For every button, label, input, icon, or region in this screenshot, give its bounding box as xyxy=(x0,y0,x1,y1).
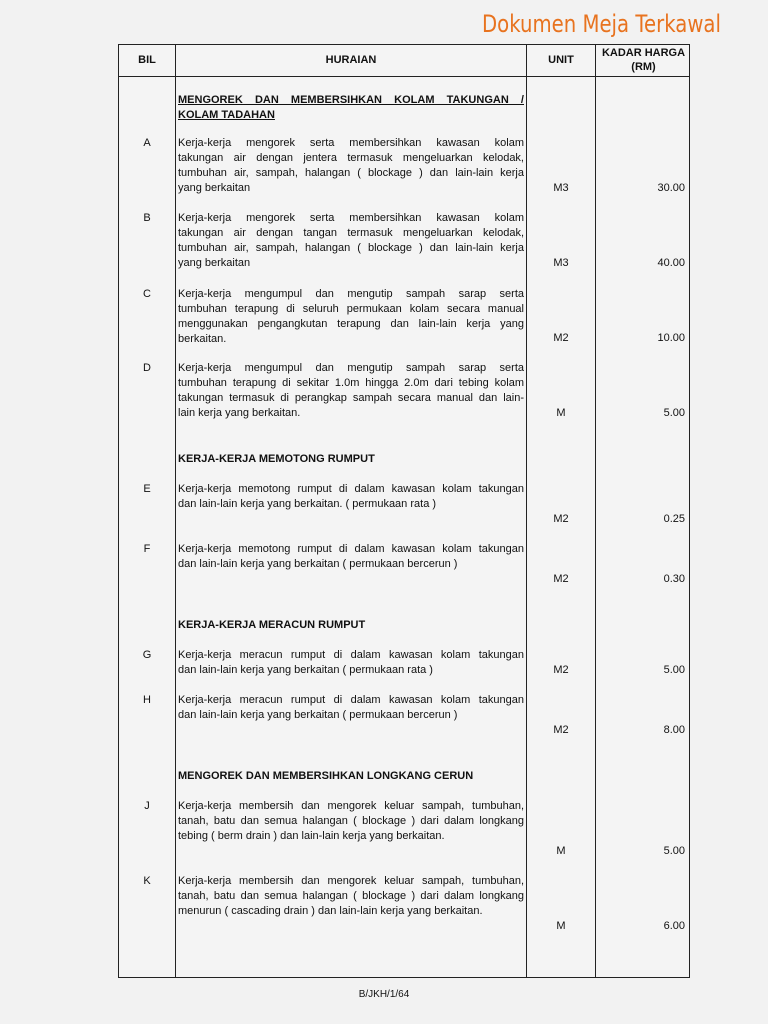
page-footer-reference: B/JKH/1/64 xyxy=(358,989,410,1000)
description-line: tebing ( berm drain ) dan lain-lain kerja yang berkaitan. xyxy=(178,830,445,842)
item-bil: G xyxy=(142,649,152,661)
description-line: Kerja-kerja mengorek serta membersihkan kawasan kolam xyxy=(178,212,524,224)
item-description xyxy=(178,482,524,512)
header-kadar-harga-line1: KADAR HARGA xyxy=(601,47,686,59)
header-divider xyxy=(119,76,689,77)
item-price: 0.30 xyxy=(663,573,685,585)
item-price: 5.00 xyxy=(663,407,685,419)
description-line: takungan air dengan tangan termasuk mengeluarkan kelodak, xyxy=(178,227,524,239)
item-bil: B xyxy=(143,212,151,224)
item-price: 10.00 xyxy=(657,332,685,344)
item-unit: M2 xyxy=(553,664,569,676)
section-title-kolam-cont: KOLAM TADAHAN xyxy=(178,109,275,121)
item-bil: K xyxy=(143,875,151,887)
description-line: Kerja-kerja meracun rumput di dalam kawasan kolam takungan xyxy=(178,649,524,661)
item-bil: A xyxy=(143,137,151,149)
description-line: tumbuhan terapung di sekitar 1.0m hingga 2.0m dari tebing kolam xyxy=(178,377,524,389)
header-unit: UNIT xyxy=(548,54,574,66)
description-line: Kerja-kerja meracun rumput di dalam kawasan kolam takungan xyxy=(178,694,524,706)
description-line: dan lain-lain kerja yang berkaitan ( permukaan rata ) xyxy=(178,664,433,676)
description-line: Kerja-kerja membersih dan mengorek keluar sampah, tumbuhan, xyxy=(178,875,524,887)
item-description xyxy=(178,136,524,196)
description-line: Kerja-kerja memotong rumput di dalam kawasan kolam takungan xyxy=(178,543,524,555)
item-price: 30.00 xyxy=(657,182,685,194)
item-bil: C xyxy=(143,288,151,300)
description-line: Kerja-kerja mengumpul dan mengutip sampah sarap serta xyxy=(178,288,524,300)
item-unit: M xyxy=(556,920,566,932)
description-line: lain kerja yang berkaitan. xyxy=(178,407,301,419)
item-description xyxy=(178,799,524,844)
item-bil: H xyxy=(143,694,151,706)
item-price: 40.00 xyxy=(657,257,685,269)
header-huraian: HURAIAN xyxy=(325,54,377,66)
item-price: 5.00 xyxy=(663,664,685,676)
description-line: tanah, batu dan semua halangan ( blockage ) dari dalam longkang xyxy=(178,890,524,902)
watermark-text: Dokumen Meja Terkawal xyxy=(482,10,721,38)
item-description xyxy=(178,648,524,678)
header-kadar-harga-line2: (RM) xyxy=(631,61,656,73)
item-price: 6.00 xyxy=(663,920,685,932)
description-line: tumbuhan terapung di seluruh permukaan kolam secara manual xyxy=(178,303,524,315)
description-line: dan lain-lain kerja yang berkaitan ( permukaan bercerun ) xyxy=(178,558,458,570)
item-unit: M xyxy=(556,845,566,857)
description-line: takungan termasuk di perangkap sampah secara manual dan lain- xyxy=(178,392,524,404)
description-line: tanah, batu dan semua halangan ( blockage ) dari dalam longkang xyxy=(178,815,524,827)
description-line: Kerja-kerja memotong rumput di dalam kawasan kolam takungan xyxy=(178,483,524,495)
description-line: yang berkaitan xyxy=(178,257,251,269)
rates-table xyxy=(118,44,690,978)
item-unit: M xyxy=(556,407,566,419)
description-line: menurun ( cascading drain ) dan lain-lain kerja yang berkaitan. xyxy=(178,905,483,917)
description-line: menggunakan pengangkutan terapung dan lain-lain kerja yang xyxy=(178,318,524,330)
item-unit: M2 xyxy=(553,332,569,344)
item-description xyxy=(178,693,524,723)
description-line: berkaitan. xyxy=(178,333,227,345)
header-kadar-harga xyxy=(596,46,691,74)
column-divider xyxy=(175,45,176,977)
item-description xyxy=(178,287,524,347)
item-description xyxy=(178,211,524,271)
item-bil: E xyxy=(143,483,151,495)
item-unit: M2 xyxy=(553,724,569,736)
description-line: Kerja-kerja membersih dan mengorek keluar sampah, tumbuhan, xyxy=(178,800,524,812)
section-title-memotong: KERJA-KERJA MEMOTONG RUMPUT xyxy=(178,453,375,465)
item-unit: M3 xyxy=(553,257,569,269)
item-unit: M3 xyxy=(553,182,569,194)
description-line: takungan air dengan jentera termasuk mengeluarkan kelodak, xyxy=(178,152,524,164)
description-line: tumbuhan air, sampah, halangan ( blockage ) dan lain-lain kerja xyxy=(178,242,524,254)
description-line: Kerja-kerja mengumpul dan mengutip sampah sarap serta xyxy=(178,362,524,374)
description-line: dan lain-lain kerja yang berkaitan. ( permukaan rata ) xyxy=(178,498,437,510)
section-title-meracun: KERJA-KERJA MERACUN RUMPUT xyxy=(178,619,366,631)
item-price: 5.00 xyxy=(663,845,685,857)
header-bil: BIL xyxy=(138,54,156,66)
item-description xyxy=(178,542,524,572)
section-title-longkang: MENGOREK DAN MEMBERSIHKAN LONGKANG CERUN xyxy=(178,770,474,782)
description-line: yang berkaitan xyxy=(178,182,251,194)
item-price: 8.00 xyxy=(663,724,685,736)
item-unit: M2 xyxy=(553,573,569,585)
item-price: 0.25 xyxy=(663,513,685,525)
description-line: tumbuhan air, sampah, halangan ( blockage ) dan lain-lain kerja xyxy=(178,167,524,179)
description-line: dan lain-lain kerja yang berkaitan ( permukaan bercerun ) xyxy=(178,709,458,721)
description-line: Kerja-kerja mengorek serta membersihkan kawasan kolam xyxy=(178,137,524,149)
item-description xyxy=(178,361,524,421)
item-bil: D xyxy=(143,362,151,374)
item-bil: J xyxy=(144,800,150,812)
item-unit: M2 xyxy=(553,513,569,525)
item-description xyxy=(178,874,524,919)
item-bil: F xyxy=(143,543,151,555)
section-title-kolam: MENGOREK DAN MEMBERSIHKAN KOLAM TAKUNGAN / xyxy=(178,94,524,106)
